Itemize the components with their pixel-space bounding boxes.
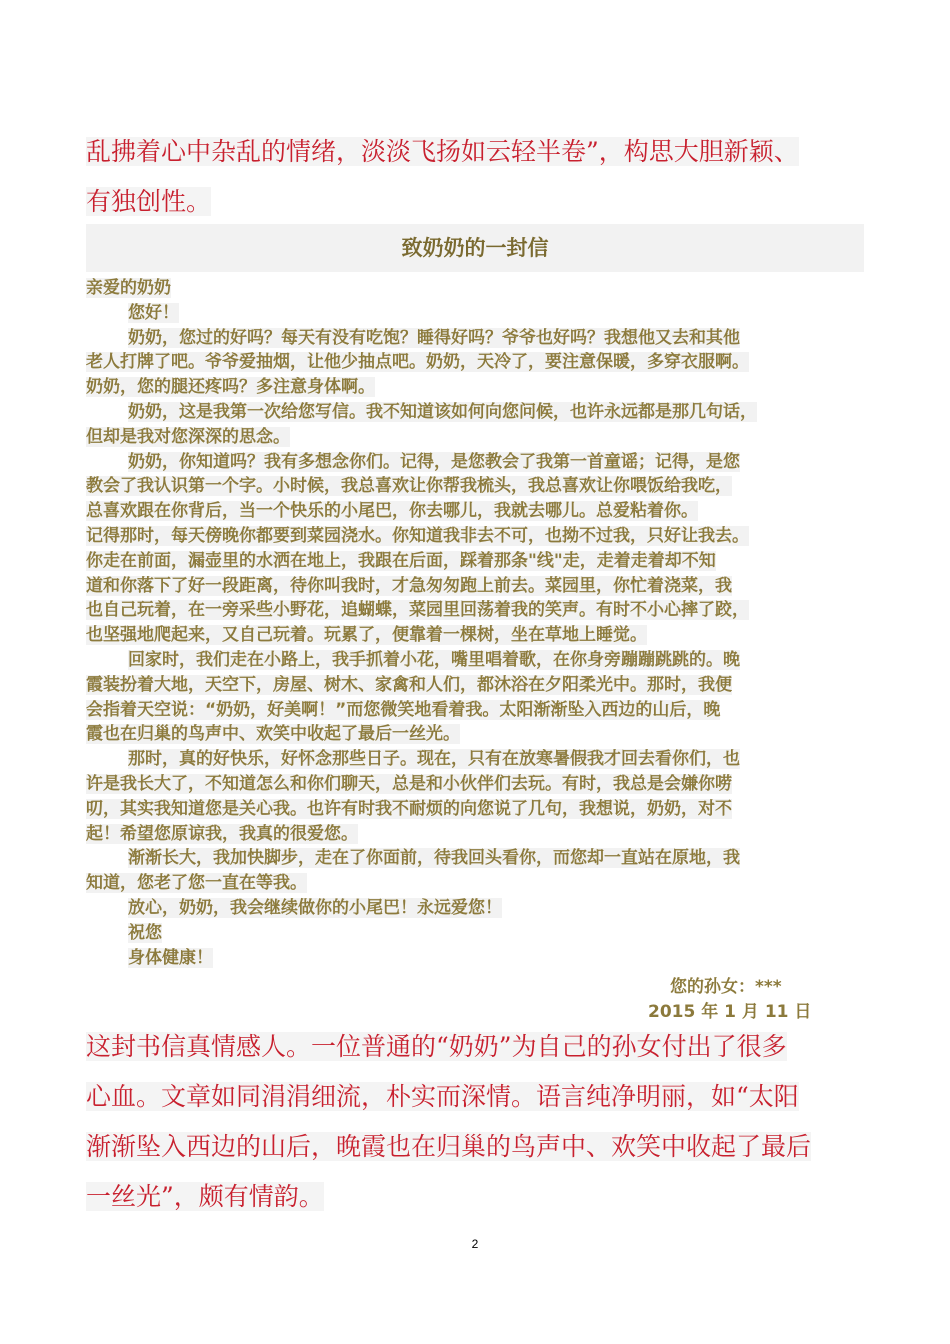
letter-line bbox=[86, 673, 876, 698]
letter-line bbox=[86, 871, 876, 896]
comment-line: 这封书信真情感人。一位普通的“奶奶”为自己的孙女付出了很多 bbox=[86, 1032, 787, 1061]
comment-line: 一丝光”，颇有情韵。 bbox=[86, 1182, 324, 1211]
letter-line-text: 奶奶，这是我第一次给您写信。我不知道该如何向您问候，也许永远都是那几句话， bbox=[128, 401, 757, 422]
letter-line-text: 身体健康！ bbox=[128, 947, 213, 968]
letter-line-text: 许是我长大了，不知道怎么和你们聊天，总是和小伙伴们去玩。有时，我总是会嫌你唠 bbox=[86, 773, 732, 794]
letter-line-text: 也坚强地爬起来，又自己玩着。玩累了，便靠着一棵树，坐在草地上睡觉。 bbox=[86, 625, 647, 646]
letter-line-text: 总喜欢跟在你背后，当一个快乐的小尾巴，你去哪儿，我就去哪儿。总爱粘着你。 bbox=[86, 501, 698, 522]
letter-line-text: 记得那时，每天傍晚你都要到菜园浇水。你知道我非去不可，也拗不过我，只好让我去。 bbox=[86, 525, 749, 546]
letter-line-text: 但却是我对您深深的思念。 bbox=[86, 426, 290, 447]
letter-line-text: 回家时，我们走在小路上，我手抓着小花，嘴里唱着歌，在你身旁蹦蹦跳跳的。晚 bbox=[128, 649, 740, 670]
letter-line bbox=[86, 474, 876, 499]
letter-line bbox=[86, 946, 876, 971]
letter-line bbox=[86, 623, 876, 648]
letter-line bbox=[86, 846, 876, 871]
letter-line bbox=[86, 747, 876, 772]
comment-top bbox=[86, 127, 866, 227]
letter-line bbox=[86, 276, 876, 301]
letter-line bbox=[86, 722, 876, 747]
letter-date: 2015 年 1 月 11 日 bbox=[648, 1002, 812, 1022]
letter-line bbox=[86, 797, 876, 822]
letter-line-text: 霞也在归巢的鸟声中、欢笑中收起了最后一丝光。 bbox=[86, 724, 460, 745]
letter-line-text: 你走在前面，漏壶里的水洒在地上，我跟在后面，踩着那条"线"走，走着走着却不知 bbox=[86, 550, 716, 571]
letter-line-text: 亲爱的奶奶 bbox=[86, 278, 171, 298]
letter-line bbox=[86, 549, 876, 574]
letter-line-text: 那时，真的好快乐，好怀念那些日子。现在，只有在放寒暑假我才回去看你们，也 bbox=[128, 749, 740, 770]
letter-title: 致奶奶的一封信 bbox=[86, 224, 864, 272]
letter-line-text: 会指着天空说：“奶奶，好美啊！”而您微笑地看着我。太阳渐渐坠入西边的山后，晚 bbox=[86, 699, 721, 720]
letter-signature: 您的孙女：*** bbox=[670, 977, 782, 997]
comment-line: 乱拂着心中杂乱的情绪，淡淡飞扬如云轻半卷”，构思大胆新颖、 bbox=[86, 137, 799, 166]
comment-bottom bbox=[86, 1022, 866, 1222]
comment-line: 心血。文章如同涓涓细流，朴实而深情。语言纯净明丽，如“太阳 bbox=[86, 1082, 799, 1111]
comment-line: 有独创性。 bbox=[86, 187, 212, 216]
letter-line bbox=[86, 574, 876, 599]
letter-line-text: 霞装扮着大地，天空下，房屋、树木、家禽和人们，都沐浴在夕阳柔光中。那时，我便 bbox=[86, 674, 732, 695]
letter-line bbox=[86, 648, 876, 673]
letter-line-text: 教会了我认识第一个字。小时候，我总喜欢让你帮我梳头，我总喜欢让你喂饭给我吃， bbox=[86, 476, 732, 497]
letter-line bbox=[86, 425, 876, 450]
letter-line-text: 您好！ bbox=[128, 302, 179, 323]
letter-line bbox=[86, 326, 876, 351]
letter-line-text: 老人打牌了吧。爷爷爱抽烟，让他少抽点吧。奶奶，天冷了，要注意保暖，多穿衣服啊。 bbox=[86, 352, 749, 373]
letter-line bbox=[86, 772, 876, 797]
letter-line-text: 知道，您老了您一直在等我。 bbox=[86, 873, 307, 894]
letter-line-text: 道和你落下了好一段距离，待你叫我时，才急匆匆跑上前去。菜园里，你忙着浇菜，我 bbox=[86, 575, 732, 596]
letter-line bbox=[86, 896, 876, 921]
letter-line-text: 渐渐长大，我加快脚步，走在了你面前，待我回头看你，而您却一直站在原地，我 bbox=[128, 848, 740, 869]
comment-line: 渐渐坠入西边的山后，晚霞也在归巢的鸟声中、欢笑中收起了最后 bbox=[86, 1132, 812, 1161]
letter-line bbox=[86, 822, 876, 847]
letter-line bbox=[86, 350, 876, 375]
letter-line-text: 起！希望您原谅我，我真的很爱您。 bbox=[86, 823, 358, 844]
letter-line bbox=[86, 375, 876, 400]
letter-line bbox=[86, 400, 876, 425]
letter-line-text: 叨，其实我知道您是关心我。也许有时我不耐烦的向您说了几句，我想说，奶奶，对不 bbox=[86, 798, 732, 819]
letter-line bbox=[86, 499, 876, 524]
letter-line-text: 奶奶，您过的好吗？每天有没有吃饱？睡得好吗？爷爷也好吗？我想他又去和其他 bbox=[128, 327, 740, 348]
letter-line-text: 也自己玩着，在一旁采些小野花，追蝴蝶，菜园里回荡着我的笑声。有时不小心摔了跤， bbox=[86, 600, 749, 621]
letter-line bbox=[86, 450, 876, 475]
letter-line-text: 放心，奶奶，我会继续做你的小尾巴！永远爱您！ bbox=[128, 897, 502, 918]
page-number: 2 bbox=[471, 1237, 479, 1251]
letter-line bbox=[86, 301, 876, 326]
letter-line bbox=[86, 598, 876, 623]
letter-line bbox=[86, 524, 876, 549]
letter-line-text: 奶奶，你知道吗？我有多想念你们。记得，是您教会了我第一首童谣；记得，是您 bbox=[128, 451, 740, 472]
letter-line-text: 祝您 bbox=[128, 922, 162, 943]
letter-line bbox=[86, 921, 876, 946]
letter-line bbox=[86, 698, 876, 723]
letter-line-text: 奶奶，您的腿还疼吗？多注意身体啊。 bbox=[86, 377, 375, 398]
letter-body bbox=[86, 276, 876, 970]
